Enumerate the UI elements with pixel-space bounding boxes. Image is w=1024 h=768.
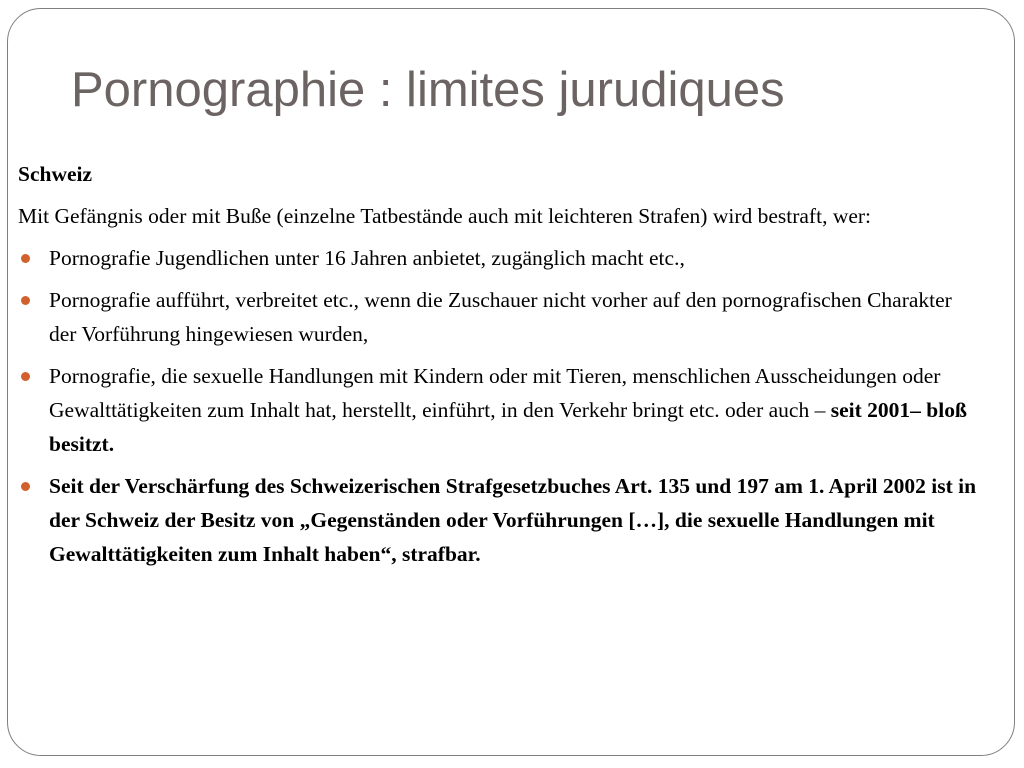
bullet-text: Pornografie aufführt, verbreitet etc., wenn die Zuschauer nicht vorher auf den pornografischen Charakter der Vorführung hingewiesen wurden, — [49, 288, 952, 346]
intro-paragraph: Mit Gefängnis oder mit Buße (einzelne Tatbestände auch mit leichteren Strafen) wird bestraft, wer: — [18, 204, 872, 228]
bullet-text: Pornografie Jugendlichen unter 16 Jahren anbietet, zugänglich macht etc., — [49, 246, 685, 270]
slide-frame — [7, 8, 1015, 756]
bullet-dot-icon — [21, 254, 30, 263]
bullet-dot-icon — [21, 372, 30, 381]
bullet-dot-icon — [21, 482, 30, 491]
section-heading: Schweiz — [18, 162, 93, 186]
slide-title: Pornographie : limites jurudiques — [71, 63, 785, 117]
bullet-dot-icon — [21, 296, 30, 305]
bullet-item-2 — [18, 283, 983, 351]
bullet-bold-text: Seit der Verschärfung des Schweizerischen Strafgesetzbuches Art. 135 und 197 am 1. April 2002 ist in der Schweiz der Besitz von „Gegenständen oder Vorführungen […], die sexuelle Handlungen mit Gewalttätigkeiten zum Inhalt haben“, strafbar. — [49, 474, 977, 566]
bullet-item-1 — [18, 241, 983, 275]
bullet-item-3 — [18, 359, 983, 461]
bullet-item-4 — [18, 469, 983, 571]
bullet-list — [18, 241, 983, 571]
slide-content — [18, 157, 983, 579]
bullet-bold-text: seit 2001– bloß besitzt. — [49, 398, 967, 456]
bullet-text: Pornografie, die sexuelle Handlungen mit Kindern oder mit Tieren, menschlichen Ausscheidungen oder Gewalttätigkeiten zum Inhalt hat, herstellt, einführt, in den Verkehr bringt etc. oder auch – — [49, 364, 941, 422]
